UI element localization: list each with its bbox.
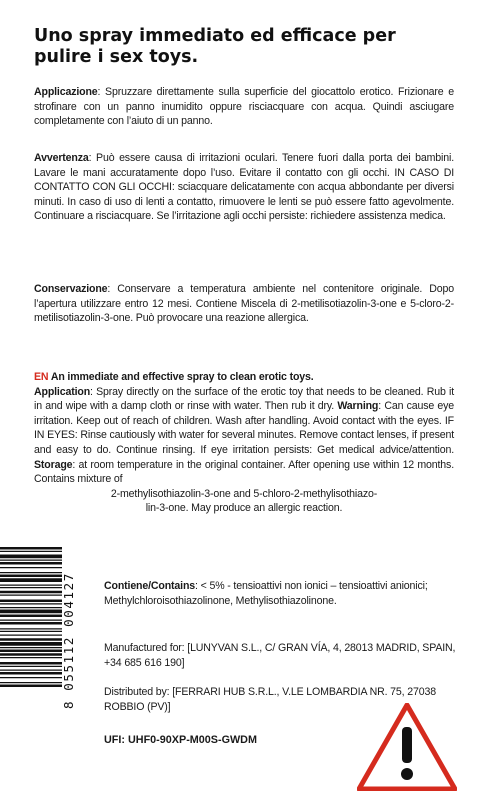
barcode-bar [0, 560, 62, 561]
barcode-bar [0, 638, 62, 641]
barcode-bar [0, 615, 62, 618]
en-warning-label: Warning [337, 400, 379, 413]
barcode-bar [0, 662, 62, 665]
barcode-digits: 8 055112 004127 [61, 572, 76, 710]
barcode-bar [0, 600, 62, 603]
barcode-bar [0, 607, 62, 608]
barcode-bar [0, 666, 62, 667]
it-warning-label: Avvertenza [34, 152, 89, 164]
barcode-bar [0, 567, 62, 568]
barcode-bar [0, 672, 62, 675]
barcode-bar [0, 647, 62, 648]
barcode-bar [0, 685, 62, 688]
distributor-info: Distributed by: [FERRARI HUB S.R.L., V.LE LOMBARDIA NR. 75, 27038 ROBBIO (PV)] [104, 686, 436, 713]
it-storage-paragraph [34, 282, 454, 326]
barcode-bar [0, 682, 62, 683]
it-warning-paragraph [34, 151, 454, 224]
ghs07-exclamation-icon [357, 703, 457, 791]
barcode-bar [0, 653, 62, 656]
barcode-bar [0, 547, 62, 550]
en-headline: An immediate and effective spray to clean erotic toys. [48, 371, 314, 383]
barcode-bar [0, 657, 62, 658]
barcode-bar [0, 591, 62, 594]
barcode-bar [0, 628, 62, 629]
en-application-label: Application [34, 385, 91, 398]
barcode-bar [0, 670, 62, 671]
it-warning-text: : Può essere causa di irritazioni oculari. Tenere fuori dalla porta dei bambini. Lavare le mani accuratamente dopo l’uso. Evitare il contatto con gli occhi. IN CASO DI CONTATTO CON GLI OCCHI: sciacquare delicatamente con acqua abbondante per diversi minuti. In caso di uso di lenti a contatto, rimuovere le lenti se può essere fatto agevolmente. Continuare a risciacquare. Se l’irritazione agli occhi persiste: richiedere assistenza medica. [34, 152, 454, 223]
barcode-bar [0, 635, 62, 636]
barcode [0, 545, 62, 737]
ufi-code: UFI: UHF0-90XP-M00S-GWDM [104, 734, 257, 746]
barcode-bar [0, 595, 62, 596]
barcode-bar [0, 551, 62, 552]
en-application-text: : Spray directly on the surface of the erotic toy that needs to be cleaned. Rub it in and wipe with a damp cloth or rinse with water. Then rub it dry. [34, 385, 454, 413]
en-mixture-line-2: lin-3-one. May produce an allergic reaction. [145, 502, 343, 515]
barcode-bar [0, 555, 62, 559]
en-mixture-line-1: 2-methylisothiazolin-3-one and 5-chloro-2-methylisothiazo- [110, 487, 378, 500]
it-application-label: Applicazione [34, 86, 98, 98]
en-warning-text: : Can cause eye irritation. Keep out of reach of children. Wash after handling. Avoid contact with the eyes. IF IN EYES: Rinse cautiously with water for several minutes. Remove contact lenses, if present and easy to do. Continue rinsing. If eye irritation persists: Get medical advice/attention. [34, 400, 454, 456]
manufacturer-info: Manufactured for: [LUNYVAN S.L., C/ GRAN VÍA, 4, 28013 MADRID, SPAIN, +34 685 616 190] [104, 642, 456, 669]
it-application-paragraph [34, 85, 454, 129]
barcode-bar [0, 631, 62, 632]
en-language-code: EN [34, 371, 49, 383]
contents-paragraph [104, 579, 456, 608]
barcode-bar [0, 575, 62, 578]
barcode-bar [0, 610, 62, 614]
it-storage-text: : Conservare a temperatura ambiente nel contenitore originale. Dopo l’apertura utilizzare entro 12 mesi. Contiene Miscela di 2-metilisotiazolin-3-one e 5-cloro-2-metilisotiazolin-3-one. Può provocare una reazione allergica. [34, 283, 454, 325]
en-storage-label: Storage [34, 458, 73, 471]
headline: Uno spray immediato ed efficace per pulire i sex toys. [34, 26, 396, 67]
en-storage-text: : at room temperature in the original container. After opening use within 12 months. Contains mixture of [34, 458, 454, 486]
barcode-bar [0, 572, 62, 573]
barcode-bar [0, 603, 62, 604]
barcode-bar [0, 642, 62, 646]
barcode-bar [0, 650, 62, 653]
barcode-bar [0, 677, 62, 678]
en-section [34, 370, 454, 516]
barcode-bar [0, 585, 62, 586]
barcode-bar [0, 620, 62, 621]
barcode-bar [0, 578, 62, 582]
barcode-bar [0, 587, 62, 588]
it-application-text: : Spruzzare direttamente sulla superficie del giocattolo erotico. Frizionare e strofinare con un panno inumidito oppure risciacquare con acqua. Quindi asciugare completamente con l’aiuto di un panno. [34, 86, 454, 128]
contents-label: Contiene/Contains [104, 580, 196, 592]
contents-text: : < 5% - tensioattivi non ionici – tensioattivi anionici; Methylchloroisothiazolinone, Methylisothiazolinone. [104, 580, 428, 607]
it-storage-label: Conservazione [34, 283, 108, 295]
barcode-bar [0, 562, 62, 565]
barcode-bar [0, 622, 62, 625]
